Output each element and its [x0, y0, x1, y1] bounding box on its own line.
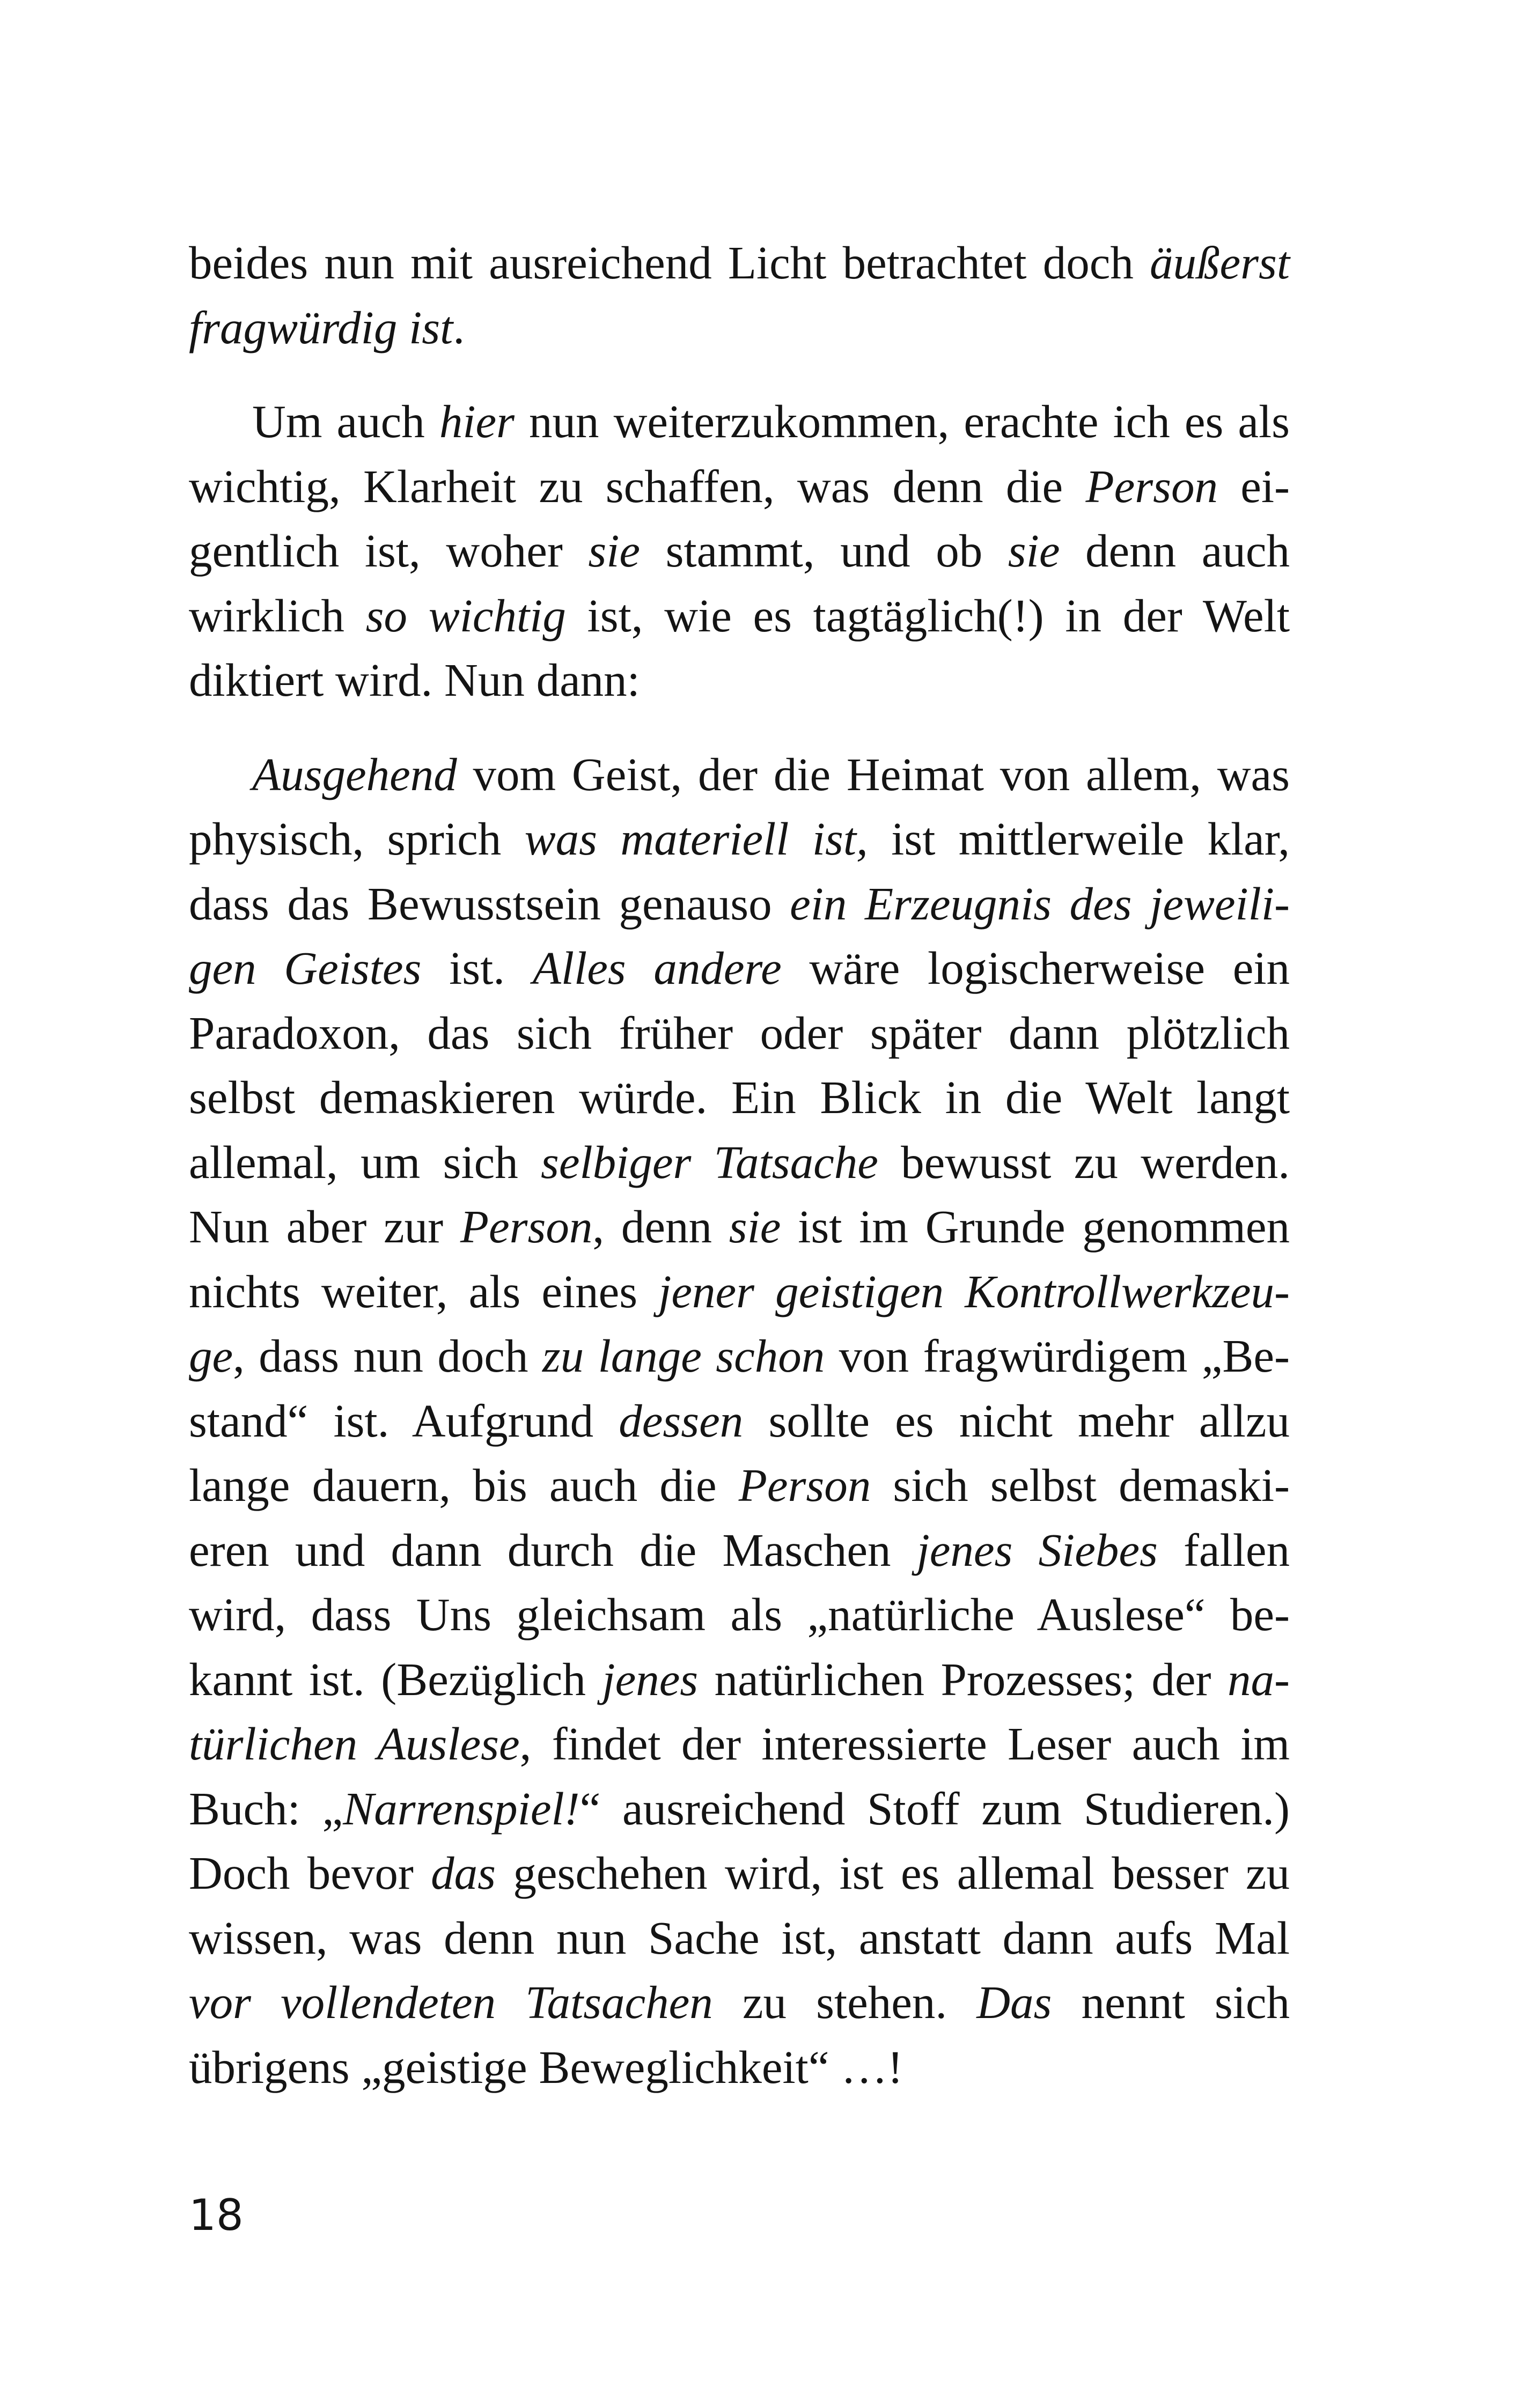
text-run: von fragwürdigem „Be-: [825, 1330, 1290, 1382]
italic-text: das: [431, 1847, 496, 1899]
text-line: [189, 1712, 1290, 1777]
text-run: Doch bevor: [189, 1847, 431, 1899]
text-run: , findet der interessierte Leser auch im: [519, 1718, 1290, 1770]
text-line: [189, 1324, 1290, 1389]
text-run: Nun aber zur: [189, 1201, 460, 1253]
italic-text: hier: [439, 395, 515, 447]
text-line: [189, 1518, 1290, 1583]
text-run: bewusst zu werden.: [878, 1136, 1290, 1188]
text-run: nun weiterzukommen, erachte ich es als: [515, 395, 1290, 447]
text-line: [189, 584, 1290, 649]
text-run: , dass nun doch: [233, 1330, 542, 1382]
italic-text: Person: [460, 1201, 593, 1253]
text-run: ist im Grunde genommen: [781, 1201, 1290, 1253]
italic-text: sie: [729, 1201, 781, 1253]
italic-text: ein Erzeugnis des jeweili-: [790, 877, 1290, 930]
text-run: ei-: [1217, 460, 1290, 512]
italic-text: Alles andere: [532, 942, 782, 994]
text-run: zu stehen.: [712, 1976, 977, 2028]
paragraph-gap: [189, 360, 1290, 389]
text-run: gentlich ist, woher: [189, 525, 589, 577]
text-run: stammt, und ob: [640, 525, 1008, 577]
text-run: Buch: „: [189, 1782, 343, 1835]
text-line: [189, 1582, 1290, 1647]
italic-text: türlichen Auslese: [189, 1718, 520, 1770]
text-run: wäre logischerweise ein: [781, 942, 1290, 994]
text-line: [189, 1001, 1290, 1066]
text-run: sollte es nicht mehr allzu: [743, 1394, 1290, 1447]
text-run: nichts weiter, als eines: [189, 1265, 659, 1317]
paragraph: [189, 742, 1290, 2100]
page-number: 18: [189, 2190, 244, 2240]
text-line: [189, 389, 1290, 454]
italic-text: Das: [976, 1976, 1052, 2028]
italic-text: jenes: [602, 1653, 699, 1705]
text-run: stand“ ist. Aufgrund: [189, 1394, 619, 1447]
text-run: ist.: [421, 942, 533, 994]
italic-text: ge: [189, 1330, 233, 1382]
paragraph: [189, 389, 1290, 713]
text-run: geschehen wird, ist es allemal besser zu: [496, 1847, 1290, 1899]
paragraph-gap: [189, 713, 1290, 742]
text-line: [189, 1260, 1290, 1324]
text-line: [189, 1453, 1290, 1518]
italic-text: jener geistigen Kontrollwerkzeu-: [658, 1265, 1290, 1317]
text-line: [189, 231, 1290, 296]
text-run: fallen: [1157, 1523, 1290, 1576]
text-run: diktiert wird. Nun dann:: [189, 654, 640, 706]
text-run: nennt sich: [1052, 1976, 1290, 2028]
text-run: Paradoxon, das sich früher oder später dann plötzlich: [189, 1006, 1290, 1059]
text-run: wirklich: [189, 589, 366, 642]
italic-text: Person: [738, 1459, 871, 1511]
italic-text: na-: [1228, 1653, 1290, 1705]
text-run: sich selbst demaski-: [871, 1459, 1290, 1511]
text-line: [189, 872, 1290, 937]
text-line: [189, 519, 1290, 584]
text-line: [189, 936, 1290, 1001]
text-run: denn auch: [1060, 525, 1290, 577]
italic-text: zu lange schon: [542, 1330, 825, 1382]
italic-text: jenes Siebes: [916, 1523, 1158, 1576]
text-run: allemal, um sich: [189, 1136, 541, 1188]
text-run: wissen, was denn nun Sache ist, anstatt dann aufs Mal: [189, 1911, 1290, 1964]
text-line: [189, 296, 1290, 360]
text-run: physisch, sprich: [189, 813, 525, 865]
text-run: beides nun mit ausreichend Licht betrachtet doch: [189, 237, 1150, 289]
text-run: übrigens „geistige Beweglichkeit“ …!: [189, 2041, 903, 2093]
text-line: [189, 807, 1290, 872]
text-run: kannt ist. (Bezüglich: [189, 1653, 602, 1705]
italic-text: äußerst: [1150, 237, 1290, 289]
italic-text: dessen: [619, 1394, 744, 1447]
italic-text: Ausgehend: [252, 748, 457, 800]
text-line: [189, 1777, 1290, 1842]
text-run: vom Geist, der die Heimat von allem, was: [457, 748, 1290, 800]
text-line: [189, 1065, 1290, 1130]
italic-text: fragwürdig ist: [189, 301, 453, 354]
text-run: ist, wie es tagtäglich(!) in der Welt: [565, 589, 1290, 642]
body-text: [189, 231, 1290, 2100]
text-run: dass das Bewusstsein genauso: [189, 877, 790, 930]
text-run: natürlichen Prozesses; der: [698, 1653, 1228, 1705]
italic-text: vor vollendeten Tatsachen: [189, 1976, 713, 2028]
italic-text: Narrenspiel!: [343, 1782, 580, 1835]
italic-text: selbiger Tatsache: [541, 1136, 878, 1188]
text-run: .: [453, 301, 465, 354]
text-run: ist mittlerweile klar,: [868, 813, 1290, 865]
text-line: [189, 1970, 1290, 2035]
text-run: eren und dann durch die Maschen: [189, 1523, 917, 1576]
text-line: [189, 1130, 1290, 1195]
text-line: [189, 742, 1290, 807]
italic-text: sie: [1008, 525, 1060, 577]
text-run: selbst demaskieren würde. Ein Blick in die Welt langt: [189, 1071, 1290, 1123]
text-line: [189, 1389, 1290, 1454]
italic-text: was materiell ist,: [524, 813, 868, 865]
text-run: “ ausreichend Stoff zum Studieren.): [579, 1782, 1290, 1835]
paragraph: [189, 231, 1290, 360]
italic-text: so wichtig: [365, 589, 566, 642]
text-run: lange dauern, bis auch die: [189, 1459, 739, 1511]
text-line: [189, 1195, 1290, 1260]
text-line: [189, 1647, 1290, 1712]
text-line: [189, 1906, 1290, 1971]
text-line: [189, 2035, 1290, 2100]
text-line: [189, 648, 1290, 713]
text-line: [189, 1841, 1290, 1906]
text-line: [189, 454, 1290, 519]
italic-text: gen Geistes: [189, 942, 422, 994]
text-run: , denn: [592, 1201, 729, 1253]
text-run: wird, dass Uns gleichsam als „natürliche Auslese“ be-: [189, 1588, 1290, 1640]
italic-text: Person: [1085, 460, 1218, 512]
text-run: Um auch: [252, 395, 439, 447]
italic-text: sie: [588, 525, 641, 577]
text-run: wichtig, Klarheit zu schaffen, was denn die: [189, 460, 1086, 512]
